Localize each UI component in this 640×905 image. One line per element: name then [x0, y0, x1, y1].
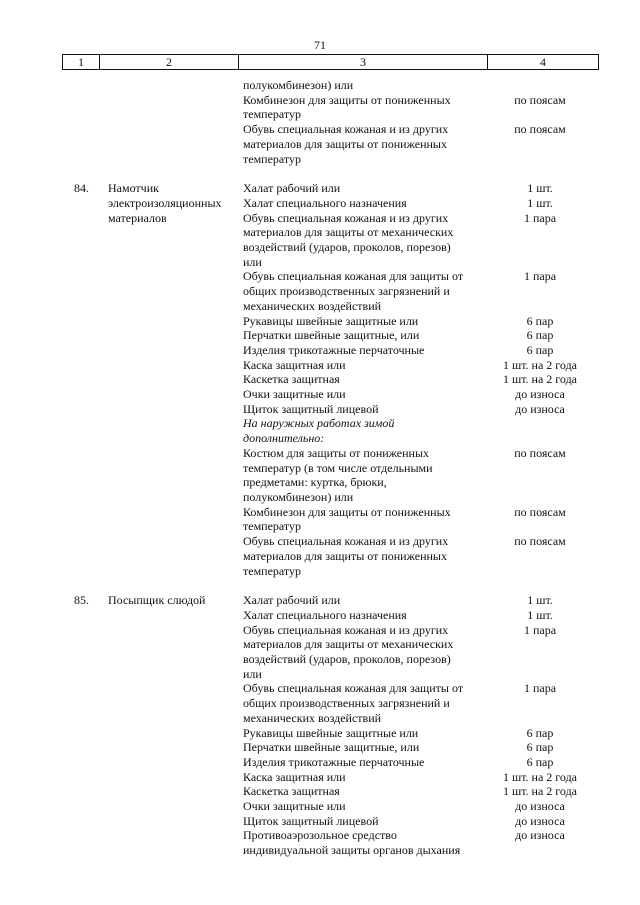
ppe-item-name-line: общих производственных загрязнений и: [243, 696, 450, 711]
ppe-item-name-line: На наружных работах зимой: [243, 416, 395, 431]
ppe-item-quantity: 6 пар: [526, 313, 554, 328]
entry-number: 84.: [74, 181, 89, 196]
ppe-item-name: [243, 593, 483, 608]
row-gap: [62, 166, 597, 181]
ppe-item-name-line: Каска защитная или: [243, 357, 346, 372]
ppe-item-name-line: дополнительно:: [243, 431, 325, 446]
ppe-item-quantity: до износа: [515, 828, 565, 843]
ppe-item-name-line: воздействий (ударов, проколов, порезов): [243, 652, 451, 667]
ppe-item-quantity: до износа: [515, 799, 565, 814]
ppe-item-name: [243, 314, 483, 329]
ppe-item-name-line: температур: [243, 151, 302, 166]
ppe-item-name-line: Перчатки швейные защитные, или: [243, 740, 420, 755]
ppe-item: [243, 122, 597, 166]
ppe-item-name-line: Каска защитная или: [243, 769, 346, 784]
ppe-item-name-line: Халат рабочий или: [243, 593, 341, 608]
ppe-item-name-line: или: [243, 254, 262, 269]
ppe-item: [243, 828, 597, 857]
ppe-item: [243, 608, 597, 623]
ppe-item-name: [243, 328, 483, 343]
profession-name-line: материалов: [108, 210, 167, 225]
ppe-item-name-line: Комбинезон для защиты от пониженных: [243, 504, 451, 519]
ppe-item-name-line: Халат рабочий или: [243, 181, 341, 196]
ppe-item-name-line: Комбинезон для защиты от пониженных: [243, 92, 451, 107]
ppe-item-quantity: 1 шт. на 2 года: [502, 372, 578, 387]
ppe-item-name-line: механических воздействий: [243, 710, 382, 725]
ppe-item-quantity: 1 шт.: [527, 593, 553, 608]
ppe-item-name-line: Изделия трикотажные перчаточные: [243, 342, 425, 357]
ppe-item: [243, 269, 597, 313]
ppe-item-quantity: 1 шт. на 2 года: [502, 357, 578, 372]
ppe-item-name-line: Щиток защитный лицевой: [243, 401, 379, 416]
ppe-item: [243, 78, 597, 93]
ppe-item-quantity: [483, 416, 597, 445]
ppe-item-name-line: материалов для защиты от пониженных: [243, 548, 447, 563]
ppe-item-quantity: 1 пара: [523, 681, 557, 696]
table-row: [62, 181, 597, 578]
ppe-item-name: [243, 623, 483, 682]
page-number: 71: [314, 38, 326, 52]
ppe-item: [243, 784, 597, 799]
ppe-item-name-line: Обувь специальная кожаная для защиты от: [243, 681, 464, 696]
ppe-item-quantity: 1 пара: [523, 210, 557, 225]
profession-name-line: Намотчик: [108, 181, 159, 196]
ppe-item-name: [243, 784, 483, 799]
ppe-item: [243, 740, 597, 755]
ppe-item-name: [243, 211, 483, 270]
header-col-1: 1: [63, 55, 100, 69]
ppe-item: [243, 681, 597, 725]
ppe-item: [243, 814, 597, 829]
ppe-item-name: [243, 534, 483, 578]
ppe-item: [243, 93, 597, 122]
ppe-item: [243, 328, 597, 343]
ppe-item-name-line: Халат специального назначения: [243, 195, 407, 210]
ppe-item: [243, 799, 597, 814]
ppe-item-quantity: 1 пара: [523, 269, 557, 284]
ppe-item-quantity: 1 шт.: [527, 195, 553, 210]
ppe-item-name-line: полукомбинезон) или: [243, 78, 354, 92]
profession-name: [98, 593, 243, 608]
ppe-item: [243, 593, 597, 608]
table-body: [62, 78, 597, 858]
ppe-item-name: [243, 446, 483, 505]
ppe-item: [243, 314, 597, 329]
ppe-item-quantity: до износа: [515, 387, 565, 402]
ppe-item-name-line: материалов для защиты от пониженных: [243, 136, 447, 151]
ppe-item-quantity: 1 пара: [523, 622, 557, 637]
entry-items: [243, 181, 597, 578]
ppe-item-name: [243, 387, 483, 402]
ppe-item-quantity: 6 пар: [526, 754, 554, 769]
ppe-item-quantity: 1 шт.: [527, 181, 553, 196]
ppe-item-name-line: воздействий (ударов, проколов, порезов): [243, 240, 451, 255]
continuation-items: [243, 78, 597, 166]
ppe-item-name-line: Обувь специальная кожаная и из других: [243, 534, 449, 549]
table-header: [62, 54, 599, 70]
ppe-item-name-line: индивидуальной защиты органов дыхания: [243, 843, 461, 858]
ppe-item-name-line: Костюм для защиты от пониженных: [243, 445, 430, 460]
ppe-item: [243, 372, 597, 387]
ppe-item-name: [243, 770, 483, 785]
ppe-item-name: [243, 828, 483, 857]
ppe-item: [243, 726, 597, 741]
ppe-item: [243, 505, 597, 534]
ppe-item-name-line: Перчатки швейные защитные, или: [243, 328, 420, 343]
ppe-item-quantity: 1 шт. на 2 года: [502, 784, 578, 799]
ppe-item-name-line: Каскетка защитная: [243, 372, 340, 387]
ppe-item-name: [243, 343, 483, 358]
ppe-item-name-line: Обувь специальная кожаная и из других: [243, 210, 449, 225]
ppe-item-name: [243, 78, 483, 93]
ppe-item-quantity: [483, 78, 597, 93]
ppe-item-name: [243, 608, 483, 623]
ppe-item-name-line: Противоаэрозольное средство: [243, 828, 397, 843]
ppe-item-name-line: Очки защитные или: [243, 387, 346, 402]
ppe-item: [243, 402, 597, 417]
ppe-item-quantity: 1 шт.: [527, 607, 553, 622]
ppe-item-name-line: общих производственных загрязнений и: [243, 284, 450, 299]
header-col-2: 2: [100, 55, 239, 69]
ppe-item-name-line: Обувь специальная кожаная и из других: [243, 122, 449, 137]
ppe-item-name: [243, 372, 483, 387]
ppe-item-quantity: до износа: [515, 401, 565, 416]
ppe-item-name-line: температур: [243, 563, 302, 578]
ppe-item: [243, 534, 597, 578]
table-row: [62, 593, 597, 858]
ppe-item: [243, 358, 597, 373]
ppe-item: [243, 446, 597, 505]
header-col-3: 3: [239, 55, 488, 69]
ppe-item-name: [243, 122, 483, 166]
ppe-item-name: [243, 269, 483, 313]
ppe-item-quantity: 1 шт. на 2 года: [502, 769, 578, 784]
ppe-item-quantity: 6 пар: [526, 740, 554, 755]
ppe-item-name-line: Халат специального назначения: [243, 607, 407, 622]
ppe-item-name-line: материалов для защиты от механических: [243, 225, 454, 240]
ppe-item: [243, 755, 597, 770]
ppe-item-name-line: или: [243, 666, 262, 681]
ppe-item-name: [243, 799, 483, 814]
ppe-item: [243, 211, 597, 270]
ppe-item: [243, 770, 597, 785]
ppe-item-name: [243, 814, 483, 829]
profession-name-line: Посыпщик слюдой: [108, 593, 206, 608]
ppe-item-quantity: по поясам: [514, 92, 566, 107]
profession-name: [98, 181, 243, 225]
ppe-item-name-line: температур: [243, 107, 302, 122]
ppe-item-name-line: предметами: куртка, брюки,: [243, 475, 387, 490]
entry-number: 85.: [74, 593, 89, 608]
ppe-item-name: [243, 402, 483, 417]
ppe-item-name: [243, 181, 483, 196]
ppe-item-quantity: до износа: [515, 813, 565, 828]
ppe-item-quantity: 6 пар: [526, 725, 554, 740]
continuation-row: [62, 78, 597, 166]
entry-items: [243, 593, 597, 858]
ppe-item-name-line: механических воздействий: [243, 298, 382, 313]
ppe-item-name: [243, 93, 483, 122]
profession-name-line: электроизоляционных: [108, 195, 222, 210]
ppe-item-name: [243, 416, 483, 445]
ppe-item: [243, 181, 597, 196]
ppe-item-name-line: полукомбинезон) или: [243, 489, 354, 504]
ppe-item-quantity: по поясам: [514, 534, 566, 549]
ppe-item-name-line: Щиток защитный лицевой: [243, 813, 379, 828]
ppe-item-name-line: Рукавицы швейные защитные или: [243, 725, 419, 740]
ppe-item-quantity: по поясам: [514, 122, 566, 137]
ppe-item-quantity: 6 пар: [526, 328, 554, 343]
ppe-item-name: [243, 740, 483, 755]
ppe-item-name-line: температур (в том числе отдельными: [243, 460, 433, 475]
ppe-item: [243, 196, 597, 211]
ppe-item-name: [243, 681, 483, 725]
ppe-item-quantity: по поясам: [514, 445, 566, 460]
ppe-item: [243, 343, 597, 358]
ppe-item-quantity: 6 пар: [526, 342, 554, 357]
ppe-item-name-line: температур: [243, 519, 302, 534]
ppe-item-name: [243, 196, 483, 211]
ppe-item-name: [243, 505, 483, 534]
ppe-item: [243, 416, 597, 445]
ppe-item-name: [243, 358, 483, 373]
ppe-item-name-line: Очки защитные или: [243, 799, 346, 814]
ppe-item-name-line: Обувь специальная кожаная для защиты от: [243, 269, 464, 284]
ppe-item-name-line: материалов для защиты от механических: [243, 637, 454, 652]
ppe-item-name: [243, 726, 483, 741]
ppe-item: [243, 387, 597, 402]
ppe-item-name: [243, 755, 483, 770]
ppe-item-name-line: Обувь специальная кожаная и из других: [243, 622, 449, 637]
ppe-item-name-line: Изделия трикотажные перчаточные: [243, 754, 425, 769]
row-gap: [62, 578, 597, 593]
ppe-item: [243, 623, 597, 682]
ppe-item-quantity: по поясам: [514, 504, 566, 519]
ppe-item-name-line: Каскетка защитная: [243, 784, 340, 799]
ppe-item-name-line: Рукавицы швейные защитные или: [243, 313, 419, 328]
header-col-4: 4: [540, 55, 546, 69]
